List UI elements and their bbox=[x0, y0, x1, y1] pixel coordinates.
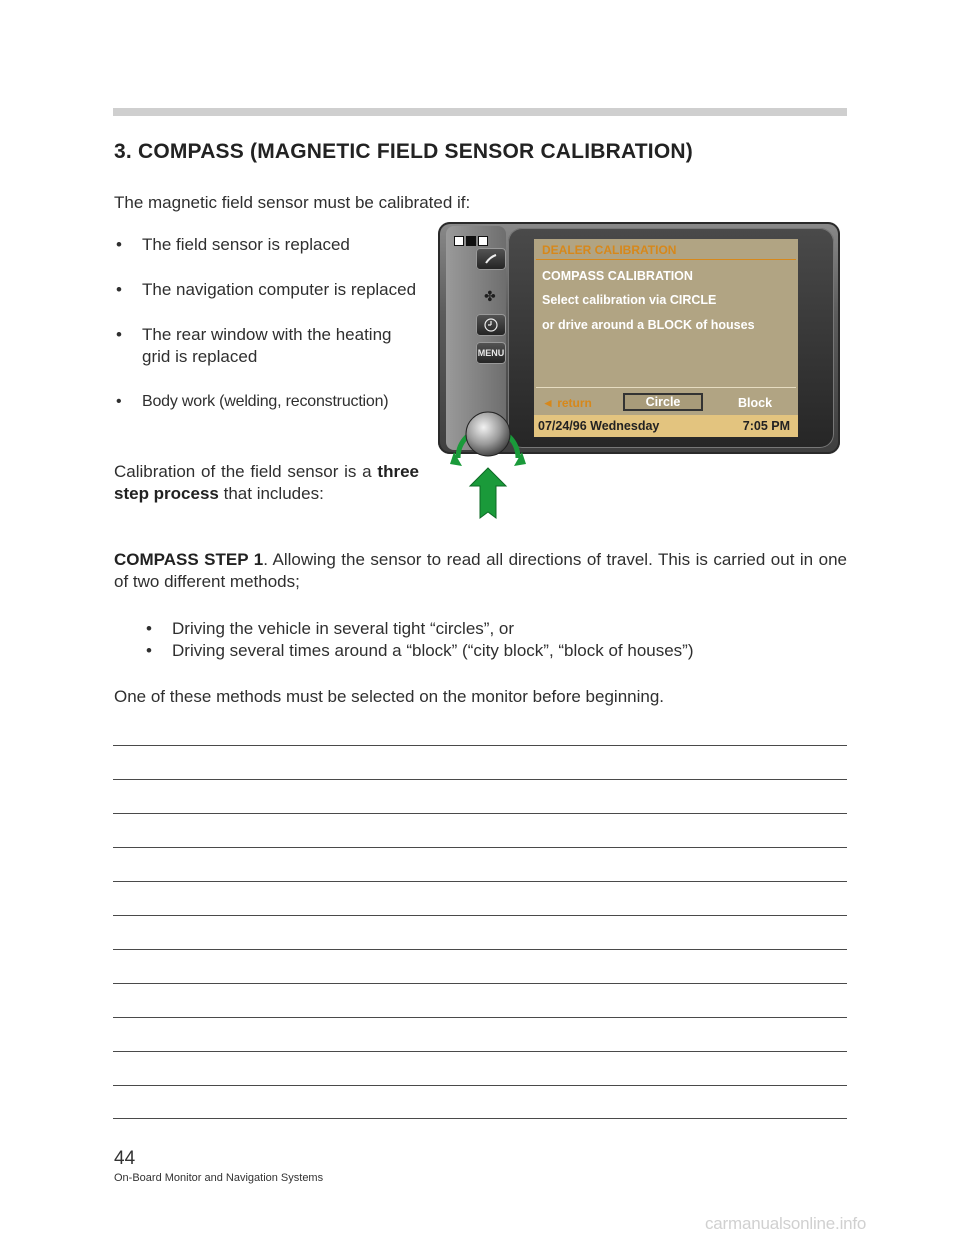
note-line bbox=[113, 983, 847, 984]
clock-icon bbox=[476, 314, 506, 336]
list-item: • The rear window with the heating grid is replaced bbox=[114, 324, 419, 368]
block-option[interactable]: Block bbox=[738, 396, 773, 410]
note-line bbox=[113, 779, 847, 780]
footer-title: On-Board Monitor and Navigation Systems bbox=[114, 1172, 324, 1184]
return-option[interactable]: ◄ return bbox=[542, 396, 592, 410]
note-line bbox=[113, 949, 847, 950]
status-date: 07/24/96 Wednesday bbox=[538, 419, 660, 433]
intro-text: The magnetic field sensor must be calibrated if: bbox=[114, 193, 471, 212]
screen-header-rule bbox=[536, 259, 796, 260]
clock-button[interactable] bbox=[476, 314, 506, 336]
calibration-paragraph bbox=[114, 461, 419, 505]
list-item: • The field sensor is replaced bbox=[114, 234, 419, 256]
methods-list bbox=[144, 618, 694, 662]
section-title: 3. COMPASS (MAGNETIC FIELD SENSOR CALIBRATION) bbox=[114, 140, 693, 163]
indicator-square-icon bbox=[466, 236, 476, 246]
indicator-square-icon bbox=[454, 236, 464, 246]
note-line bbox=[113, 1085, 847, 1086]
top-divider bbox=[113, 108, 847, 116]
note-line bbox=[113, 881, 847, 882]
note-line bbox=[113, 745, 847, 746]
screen-line: Select calibration via CIRCLE bbox=[542, 293, 717, 307]
screen-separator bbox=[536, 387, 796, 388]
calibration-emphasis: three step process bbox=[114, 462, 419, 503]
screen-line: COMPASS CALIBRATION bbox=[542, 269, 693, 283]
selection-note: One of these methods must be selected on the monitor before beginning. bbox=[114, 687, 665, 706]
list-item: • Driving several times around a “block” (“city block”, “block of houses”) bbox=[144, 640, 694, 662]
status-bar bbox=[534, 415, 798, 437]
note-line bbox=[113, 813, 847, 814]
list-item: • Driving the vehicle in several tight “circles”, or bbox=[144, 618, 694, 640]
phone-button[interactable] bbox=[476, 248, 506, 270]
calibration-lead: Calibration of the field sensor is a bbox=[114, 462, 372, 481]
note-line bbox=[113, 1051, 847, 1052]
screen-line: or drive around a BLOCK of houses bbox=[542, 318, 755, 332]
watermark: carmanualsonline.info bbox=[705, 1214, 867, 1233]
screen-header: DEALER CALIBRATION bbox=[542, 243, 677, 257]
step1-paragraph bbox=[114, 549, 847, 593]
page-number: 44 bbox=[114, 1148, 136, 1169]
indicator-square-icon bbox=[478, 236, 488, 246]
menu-button[interactable]: MENU bbox=[476, 342, 506, 364]
step1-label: COMPASS STEP 1 bbox=[114, 550, 264, 569]
rotary-knob-icon[interactable] bbox=[448, 400, 528, 530]
phone-icon bbox=[476, 248, 506, 270]
fan-icon: ✤ bbox=[484, 288, 496, 304]
monitor-screen bbox=[534, 239, 798, 437]
note-line bbox=[113, 915, 847, 916]
calibration-tail: that includes: bbox=[223, 484, 324, 503]
note-line bbox=[113, 847, 847, 848]
list-item: • The navigation computer is replaced bbox=[114, 279, 419, 301]
note-line bbox=[113, 1017, 847, 1018]
circle-option[interactable]: Circle bbox=[623, 393, 703, 411]
rotary-knob-illustration bbox=[448, 400, 528, 530]
status-time: 7:05 PM bbox=[742, 419, 790, 433]
list-item: • Body work (welding, reconstruction) bbox=[114, 391, 419, 413]
step1-text: . Allowing the sensor to read all directions of travel. This is carried out in one of two different methods; bbox=[114, 550, 847, 591]
note-line bbox=[113, 1118, 847, 1119]
replacement-conditions-list bbox=[114, 234, 419, 413]
